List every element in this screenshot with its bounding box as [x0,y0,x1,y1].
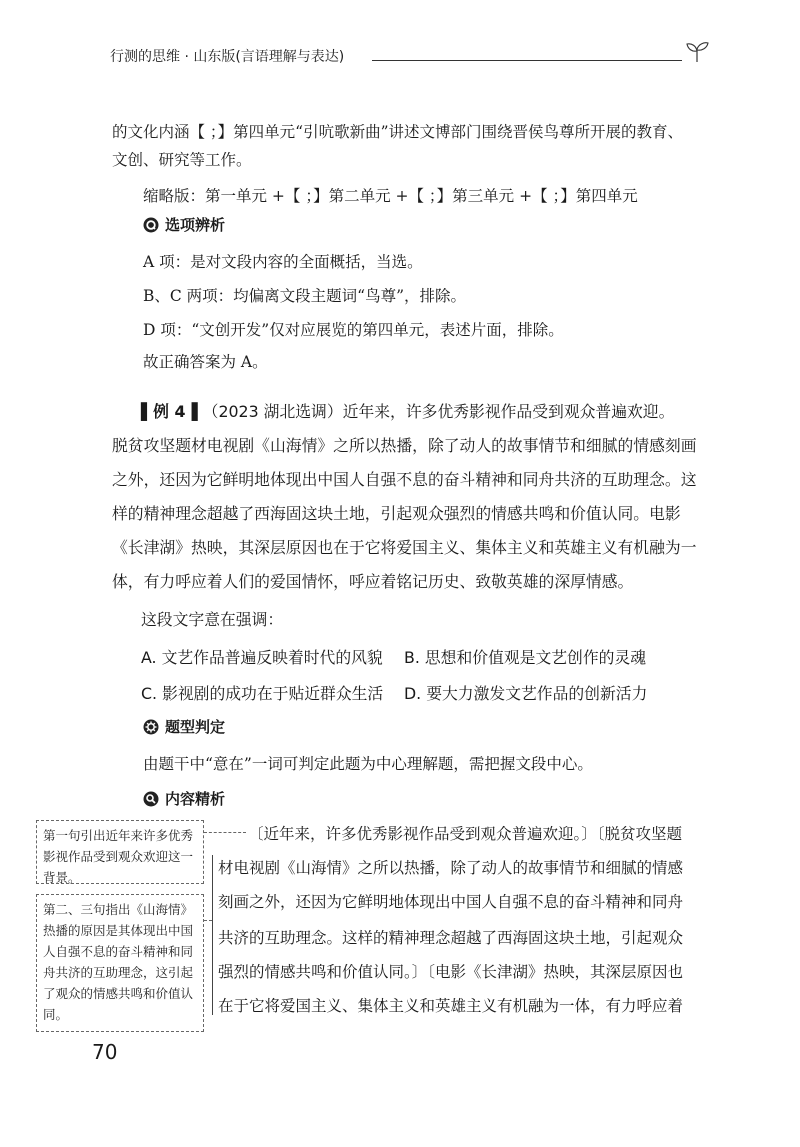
option-circle-icon [143,217,159,233]
example-line-4: 样的精神理念超越了西海固这块土地，引起观众强烈的情感共鸣和价值认同。电影 [112,504,681,523]
options-analysis-heading [143,214,225,235]
option-a: A. 文艺作品普遍反映着时代的风貌 [141,648,383,667]
analysis-bc: B、C 两项：均偏离文段主题词“鸟尊”，排除。 [143,287,467,305]
gear-icon [143,719,159,735]
example-intro-line [141,402,674,422]
example-question: 这段文字意在强调： [141,610,284,629]
example-line-3: 之外，还因为它鲜明地体现出中国人自强不息的奋斗精神和同舟共济的互助理念。这 [112,470,697,489]
content-analysis-heading [143,788,225,809]
sprout-icon [684,40,710,64]
content-line-3: 刻画之外，还因为它鲜明地体现出中国人自强不息的奋斗精神和同舟 [218,893,684,911]
option-d: D. 要大力激发文艺作品的创新活力 [404,684,648,703]
example-line-5: 《长津湖》热映，其深层原因也在于它将爱国主义、集体主义和英雄主义有机融为一 [112,538,697,557]
example-label: ▌例 4▐ [141,402,198,421]
page-header [110,46,710,70]
option-c: C. 影视剧的成功在于贴近群众生活 [141,684,384,703]
content-line-2: 材电视剧《山海情》之所以热播，除了动人的故事情节和细腻的情感 [218,859,684,877]
content-line-1: 〔近年来，许多优秀影视作品受到观众普遍欢迎。〕〔脱贫攻坚题 [248,825,683,843]
note2-bracket [212,855,213,1015]
option-b: B. 思想和价值观是文艺创作的灵魂 [404,648,647,667]
type-judgment-title: 题型判定 [165,718,226,736]
example-line-1: 近年来，许多优秀影视作品受到观众普遍欢迎。 [342,402,675,421]
side-note-2: 第二、三句指出《山海情》热播的原因是其体现出中国人自强不息的奋斗精神和同舟共济的互助理念，这引起了观众的情感共鸣和价值认同。 [36,894,204,1032]
content-analysis-title: 内容精析 [165,790,226,808]
note2-connector [204,920,212,921]
content-line-6: 在于它将爱国主义、集体主义和英雄主义有机融为一体，有力呼应着 [218,997,684,1015]
intro-line-2: 文创、研究等工作。 [112,151,252,169]
header-title: 行测的思维 · 山东版(言语理解与表达) [110,49,345,65]
intro-line-1: 的文化内涵【 ；】第四单元“引吭歌新曲”讲述文博部门围绕晋侯鸟尊所开展的教育、 [112,123,684,141]
example-source: （2023 湖北选调） [202,402,343,421]
type-judgment-text: 由题干中“意在”一词可判定此题为中心理解题，需把握文段中心。 [143,755,593,773]
search-icon [143,791,159,807]
content-line-4: 共济的互助理念。这样的精神理念超越了西海固这块土地，引起观众 [218,929,684,947]
analysis-a: A 项：是对文段内容的全面概括，当选。 [143,253,423,271]
example-line-2: 脱贫攻坚题材电视剧《山海情》之所以热播，除了动人的故事情节和细腻的情感刻画 [112,436,697,455]
example-line-6: 体，有力呼应着人们的爱国情怀，呼应着铭记历史、致敬英雄的深厚情感。 [112,572,634,591]
page-number: 70 [92,1040,118,1064]
content-line-5: 强烈的情感共鸣和价值认同。〕〔电影《长津湖》热映，其深层原因也 [218,963,684,981]
type-judgment-heading [143,716,225,737]
analysis-d: D 项：“文创开发”仅对应展览的第四单元，表述片面，排除。 [143,321,564,339]
analysis-answer: 故正确答案为 A。 [143,353,268,371]
options-analysis-title: 选项辨析 [165,216,226,234]
side-note-1: 第一句引出近年来许多优秀影视作品受到观众欢迎这一背景。 [36,820,204,884]
note1-connector [204,832,246,833]
intro-summary: 缩略版：第一单元 +【 ；】第二单元 +【 ；】第三单元 +【 ；】第四单元 [143,187,638,205]
header-rule [372,60,682,61]
